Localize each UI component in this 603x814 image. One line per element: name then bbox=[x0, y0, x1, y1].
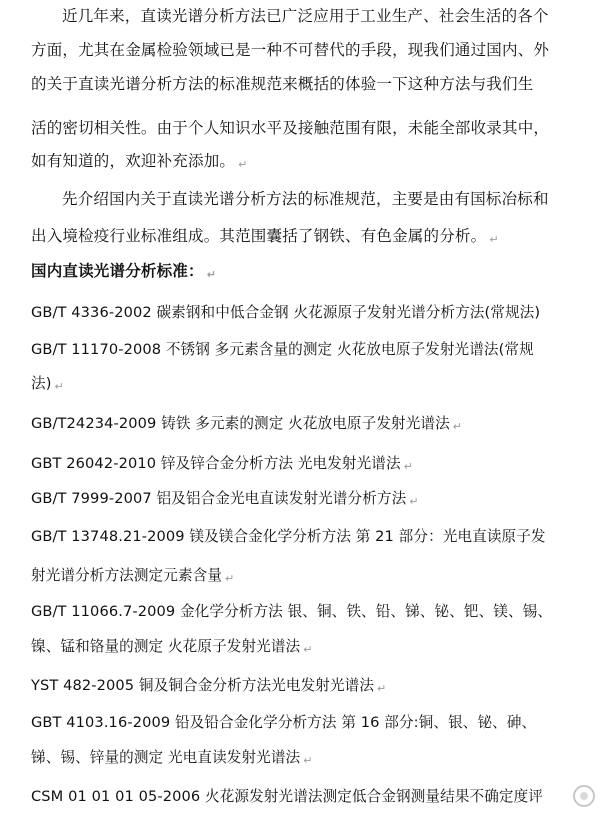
standard-line-3-text: 法) bbox=[31, 375, 52, 392]
section-heading-text: 国内直读光谱分析标准： bbox=[31, 262, 204, 280]
standard-line-4 bbox=[31, 413, 591, 438]
paragraph-mark: ↵ bbox=[238, 158, 248, 171]
standard-line-5-text: GBT 26042-2010 锌及锌合金分析方法 光电发射光谱法 bbox=[31, 455, 401, 472]
watermark bbox=[445, 782, 595, 810]
paragraph-mark: ↵ bbox=[303, 643, 313, 656]
standard-line-12: GBT 4103.16-2009 铅及铅合金化学分析方法 第 16 部分:铜、银、铋、砷、 bbox=[31, 714, 537, 731]
intro-line-3: 的关于直读光谱分析方法的标准规范来概括的体验一下这种方法与我们生 bbox=[31, 75, 534, 93]
standard-line-13 bbox=[31, 747, 591, 772]
watermark-logo-icon bbox=[573, 785, 595, 807]
standard-line-6-text: GB/T 7999-2007 铝及铝合金光电直读发射光谱分析方法 bbox=[31, 490, 407, 507]
standard-line-13-text: 锑、锡、锌量的测定 光电直读发射光谱法 bbox=[31, 749, 301, 766]
standard-line-4-text: GB/T24234-2009 铸铁 多元素的测定 火花放电原子发射光谱法 bbox=[31, 415, 450, 432]
standard-line-10-text: 镍、锰和铬量的测定 火花原子发射光谱法 bbox=[31, 638, 301, 655]
standard-line-1: GB/T 4336-2002 碳素钢和中低合金钢 火花源原子发射光谱分析方法(常规法) bbox=[31, 304, 541, 321]
second-line-2 bbox=[31, 225, 591, 251]
standard-line-2: GB/T 11170-2008 不锈钢 多元素含量的测定 火花放电原子发射光谱法(常规 bbox=[31, 341, 534, 358]
paragraph-mark: ↵ bbox=[452, 420, 463, 433]
standard-line-14: CSM 01 01 01 05-2006 火花源发射光谱法测定低合金钢测量结果不确定度评 bbox=[31, 788, 543, 805]
standard-line-10 bbox=[31, 636, 591, 661]
section-heading bbox=[31, 260, 591, 286]
second-line-1: 先介绍国内关于直读光谱分析方法的标准规范，主要是由有国标冶标和 bbox=[62, 190, 549, 208]
paragraph-mark: ↵ bbox=[409, 495, 419, 508]
intro-line-4: 活的密切相关性。由于个人知识水平及接触范围有限，未能全部收录其中， bbox=[31, 119, 550, 137]
standard-line-6 bbox=[31, 488, 591, 513]
paragraph-mark: ↵ bbox=[489, 233, 499, 246]
second-line-2-text: 出入境检疫行业标准组成。其范围囊括了钢铁、有色金属的分析。 bbox=[31, 227, 487, 245]
standard-line-11 bbox=[31, 675, 591, 700]
standard-line-11-text: YST 482-2005 铜及铜合金分析方法光电发射光谱法 bbox=[31, 677, 375, 694]
paragraph-mark: ↵ bbox=[403, 460, 414, 473]
standard-line-8-text: 射光谱分析方法测定元素含量 bbox=[31, 567, 223, 584]
standard-line-8 bbox=[31, 565, 591, 590]
standard-line-3 bbox=[31, 373, 591, 398]
standard-line-7: GB/T 13748.21-2009 镁及镁合金化学分析方法 第 21 部分：光电直读原子发 bbox=[31, 528, 546, 545]
standard-line-9: GB/T 11066.7-2009 金化学分析方法 银、铜、铁、铅、锑、铋、钯、镁、锡、 bbox=[31, 603, 553, 620]
intro-line-5-text: 如有知道的，欢迎补充添加。 bbox=[31, 152, 236, 170]
intro-line-5 bbox=[31, 150, 591, 176]
standard-line-5 bbox=[31, 453, 591, 478]
paragraph-mark: ↵ bbox=[206, 268, 217, 281]
intro-line-1: 近几年来，直读光谱分析方法已广泛应用于工业生产、社会生活的各个 bbox=[62, 7, 549, 25]
paragraph-mark: ↵ bbox=[377, 682, 387, 695]
paragraph-mark: ↵ bbox=[303, 754, 313, 767]
paragraph-mark: ↵ bbox=[54, 380, 64, 393]
paragraph-mark: ↵ bbox=[225, 572, 235, 585]
intro-line-2: 方面，尤其在金属检验领域已是一种不可替代的手段，现我们通过国内、外 bbox=[31, 41, 550, 59]
